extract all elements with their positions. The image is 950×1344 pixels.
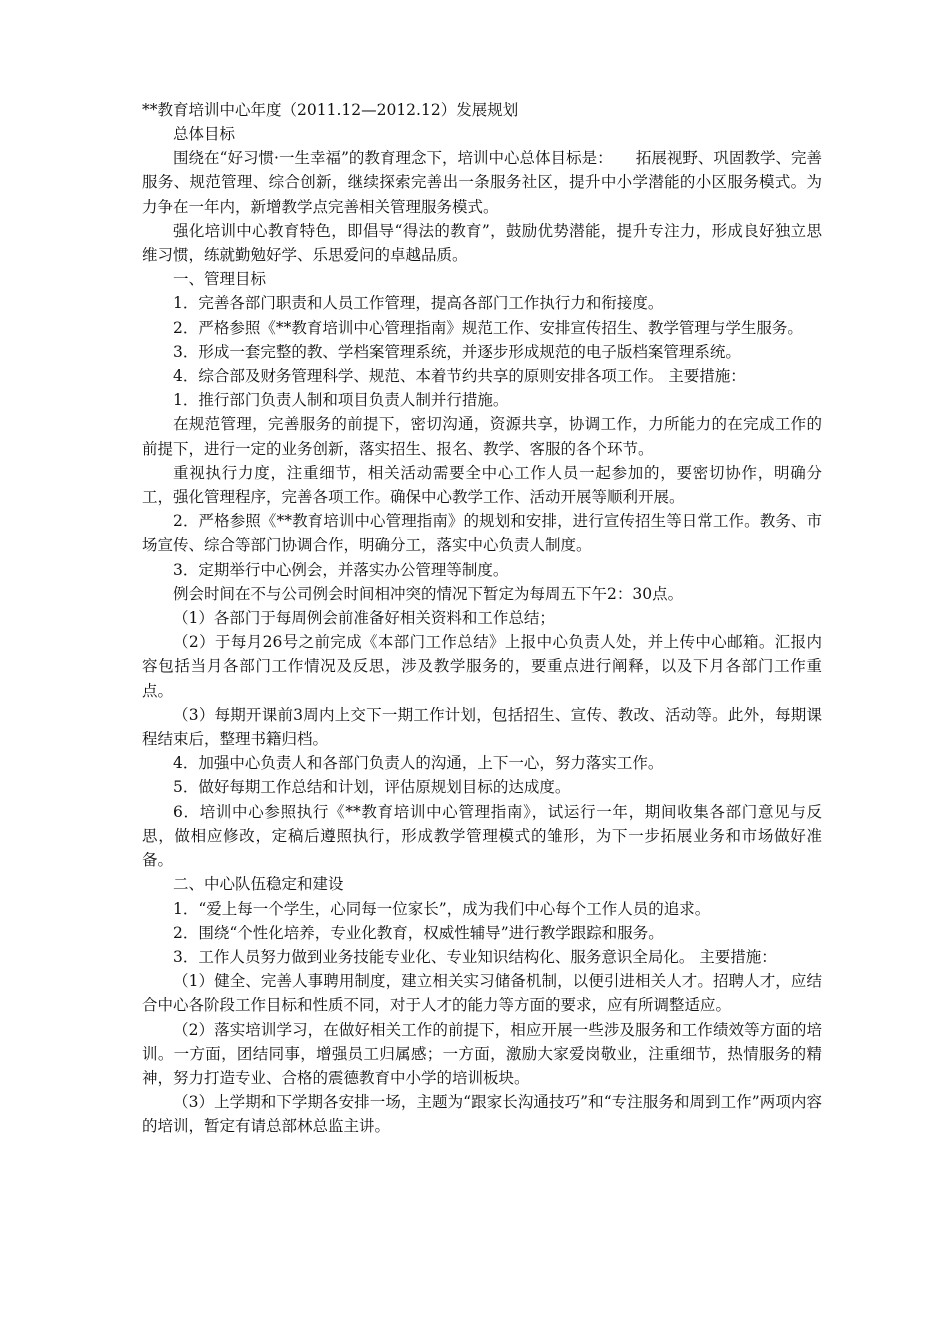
sub-list-item: （1）各部门于每周例会前准备好相关资料和工作总结；: [173, 609, 555, 628]
list-item: 2．围绕“个性化培养，专业化教育，权威性辅导”进行教学跟踪和服务。: [173, 923, 664, 942]
sub-list-item: （2）于每月26号之前完成《本部门工作总结》上报中心负责人处，并上传中心邮箱。汇报内容包括当月各部门工作情况及反思，涉及教学服务的，要重点进行阐释，以及下月各部门工作重点。: [142, 633, 822, 700]
list-item: 1．完善各部门职责和人员工作管理，提高各部门工作执行力和衔接度。: [173, 294, 664, 313]
list-item: 4．综合部及财务管理科学、规范、本着节约共享的原则安排各项工作。 主要措施：: [173, 367, 746, 386]
list-item: 3．工作人员努力做到业务技能专业化、专业知识结构化、服务意识全局化。 主要措施：: [173, 947, 777, 966]
sub-list-item: （3）上学期和下学期各安排一场，主题为“跟家长沟通技巧”和“专注服务和周到工作”两项内容的培训，暂定有请总部林总监主讲。: [142, 1093, 822, 1136]
heading-overall-goal: 总体目标: [173, 125, 236, 143]
list-item: 2．严格参照《**教育培训中心管理指南》规范工作、安排宣传招生、教学管理与学生服务。: [173, 318, 803, 337]
list-item: 3．形成一套完整的教、学档案管理系统，并逐步形成规范的电子版档案管理系统。: [173, 342, 741, 361]
document-title: **教育培训中心年度（2011.12—2012.12）发展规划: [142, 101, 519, 119]
list-item: 1．“爱上每一个学生，心同每一位家长”，成为我们中心每个工作人员的追求。: [173, 899, 711, 918]
list-item: 2．严格参照《**教育培训中心管理指南》的规划和安排，进行宣传招生等日常工作。教务、市场宣传、综合等部门协调合作，明确分工，落实中心负责人制度。: [142, 512, 822, 555]
list-item: 3．定期举行中心例会，并落实办公管理等制度。: [173, 560, 509, 579]
list-item: 1．推行部门负责人制和项目负责人制并行措施。: [173, 391, 509, 410]
list-item: 4．加强中心负责人和各部门负责人的沟通，上下一心，努力落实工作。: [173, 754, 664, 773]
paragraph: 重视执行力度，注重细节，相关活动需要全中心工作人员一起参加的，要密切协作，明确分工，强化管理程序，完善各项工作。确保中心教学工作、活动开展等顺利开展。: [142, 463, 822, 507]
list-item: 6．培训中心参照执行《**教育培训中心管理指南》，试运行一年，期间收集各部门意见与反思，做相应修改，定稿后遵照执行，形成教学管理模式的雏形，为下一步拓展业务和市场做好准备。: [142, 802, 822, 870]
section-heading-team: 二、中心队伍稳定和建设: [173, 875, 344, 894]
sub-list-item: （3）每期开课前3周内上交下一期工作计划，包括招生、宣传、教改、活动等。此外，每期课程结束后，整理书籍归档。: [142, 705, 822, 749]
sub-list-item: （1）健全、完善人事聘用制度，建立相关实习储备机制，以便引进相关人才。招聘人才，应结合中心各阶段工作目标和性质不同，对于人才的能力等方面的要求，应有所调整适应。: [142, 972, 822, 1015]
paragraph: 例会时间在不与公司例会时间相冲突的情况下暂定为每周五下午2：30点。: [173, 584, 684, 603]
paragraph: 强化培训中心教育特色，即倡导“得法的教育”，鼓励优势潜能，提升专注力，形成良好独立思维习惯，练就勤勉好学、乐思爱问的卓越品质。: [142, 221, 822, 265]
paragraph: 在规范管理，完善服务的前提下，密切沟通，资源共享，协调工作，力所能力的在完成工作的前提下，进行一定的业务创新，落实招生、报名、教学、客服的各个环节。: [142, 415, 822, 458]
list-item: 5．做好每期工作总结和计划，评估原规划目标的达成度。: [173, 778, 571, 797]
section-heading-management: 一、管理目标: [173, 270, 267, 289]
document-page: [142, 98, 822, 1139]
paragraph: 围绕在“好习惯·一生幸福”的教育理念下，培训中心总体目标是： 拓展视野、巩固教学、完善服务、规范管理、综合创新，继续探索完善出一条服务社区，提升中小学潜能的小区服务模式。为力争在一年内，新增教学点完善相关管理服务模式。: [142, 149, 822, 216]
sub-list-item: （2）落实培训学习，在做好相关工作的前提下，相应开展一些涉及服务和工作绩效等方面的培训。一方面，团结同事，增强员工归属感；一方面，激励大家爱岗敬业，注重细节，热情服务的精神，努力打造专业、合格的震德教育中小学的培训板块。: [142, 1020, 822, 1087]
